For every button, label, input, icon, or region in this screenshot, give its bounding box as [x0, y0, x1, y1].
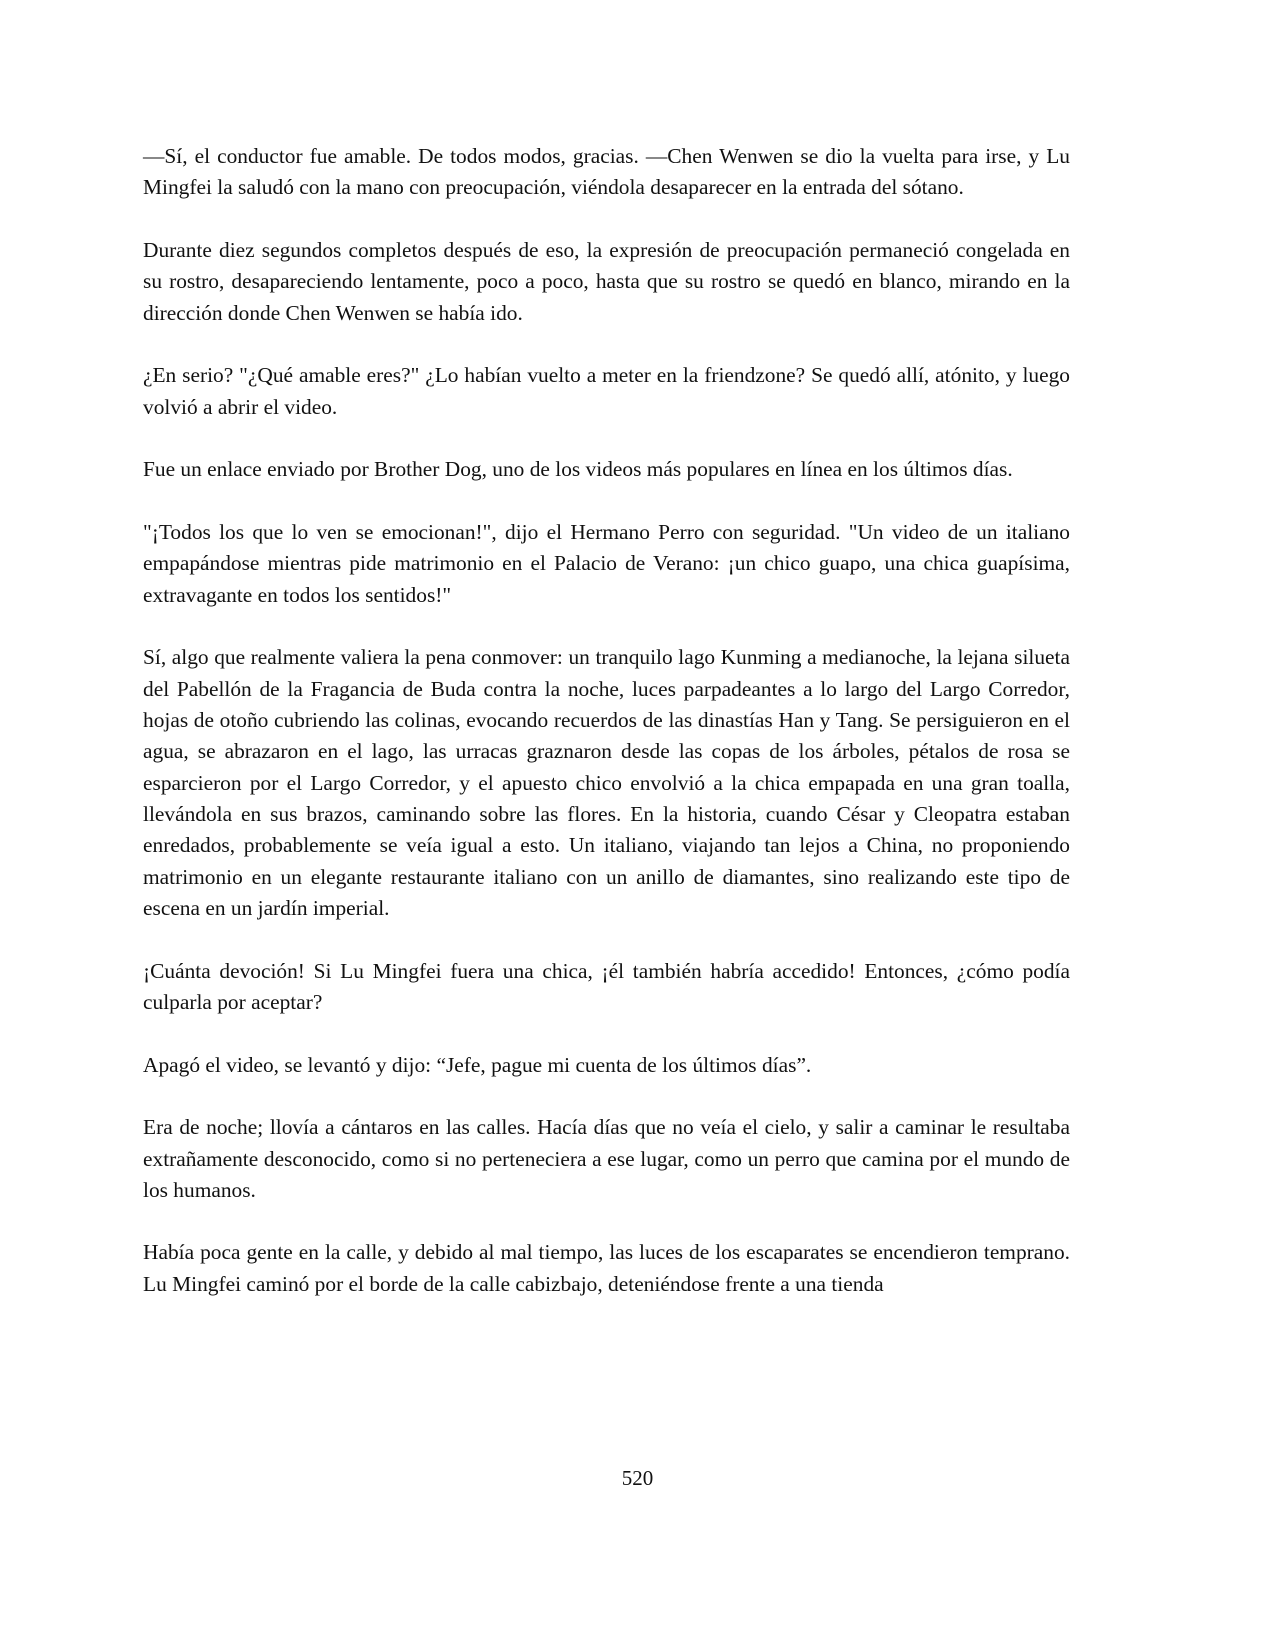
paragraph: Era de noche; llovía a cántaros en las calles. Hacía días que no veía el cielo, y salir a caminar le resultaba extrañamente desconocido, como si no perteneciera a ese lugar, como un perro que camina por el mundo de los humanos.: [143, 1115, 1070, 1202]
page-number: 520: [621, 1466, 654, 1490]
paragraph: —Sí, el conductor fue amable. De todos modos, gracias. —Chen Wenwen se dio la vuelta para irse, y Lu Mingfei la saludó con la mano con preocupación, viéndola desaparecer en la entrada del sótano.: [143, 144, 1070, 200]
paragraph: Había poca gente en la calle, y debido al mal tiempo, las luces de los escaparates se encendieron temprano. Lu Mingfei caminó por el borde de la calle cabizbajo, deteniéndose frente a una tienda: [143, 1240, 1070, 1296]
paragraph: Durante diez segundos completos después de eso, la expresión de preocupación permaneció congelada en su rostro, desapareciendo lentamente, poco a poco, hasta que su rostro se quedó en blanco, mirando en la dirección donde Chen Wenwen se había ido.: [143, 237, 1070, 325]
paragraph: Sí, algo que realmente valiera la pena conmover: un tranquilo lago Kunming a medianoche, la lejana silueta del Pabellón de la Fragancia de Buda contra la noche, luces parpadeantes a lo largo del Largo Corredor, hojas de otoño cubriendo las colinas, evocando recuerdos de las dinastías Han y Tang. Se persiguieron en el agua, se abrazaron en el lago, las urracas graznaron desde las copas de los árboles, pétalos de rosa se esparcieron por el Largo Corredor, y el apuesto chico envolvió a la chica empapada en una gran toalla, llevándola en sus brazos, caminando sobre las flores. En la historia, cuando César y Cleopatra estaban enredados, probablemente se veía igual a esto. Un italiano, viajando tan lejos a China, no proponiendo matrimonio en un elegante restaurante italiano con un anillo de diamantes, sino realizando este tipo de escena en un jardín imperial.: [143, 645, 1070, 920]
paragraph: Apagó el video, se levantó y dijo: “Jefe, pague mi cuenta de los últimos días”.: [143, 1052, 812, 1077]
paragraph: "¡Todos los que lo ven se emocionan!", dijo el Hermano Perro con seguridad. "Un video de un italiano empapándose mientras pide matrimonio en el Palacio de Verano: ¡un chico guapo, una chica guapísima, extravagante en todos los sentidos!": [143, 519, 1070, 607]
paragraph: Fue un enlace enviado por Brother Dog, uno de los videos más populares en línea en los últimos días.: [143, 457, 1013, 482]
paragraph: ¿En serio? "¿Qué amable eres?" ¿Lo habían vuelto a meter en la friendzone? Se quedó allí, atónito, y luego volvió a abrir el video.: [143, 363, 1070, 419]
page-body: [143, 141, 1070, 1331]
paragraph: ¡Cuánta devoción! Si Lu Mingfei fuera una chica, ¡él también habría accedido! Entonces, ¿cómo podía culparla por aceptar?: [143, 958, 1070, 1014]
